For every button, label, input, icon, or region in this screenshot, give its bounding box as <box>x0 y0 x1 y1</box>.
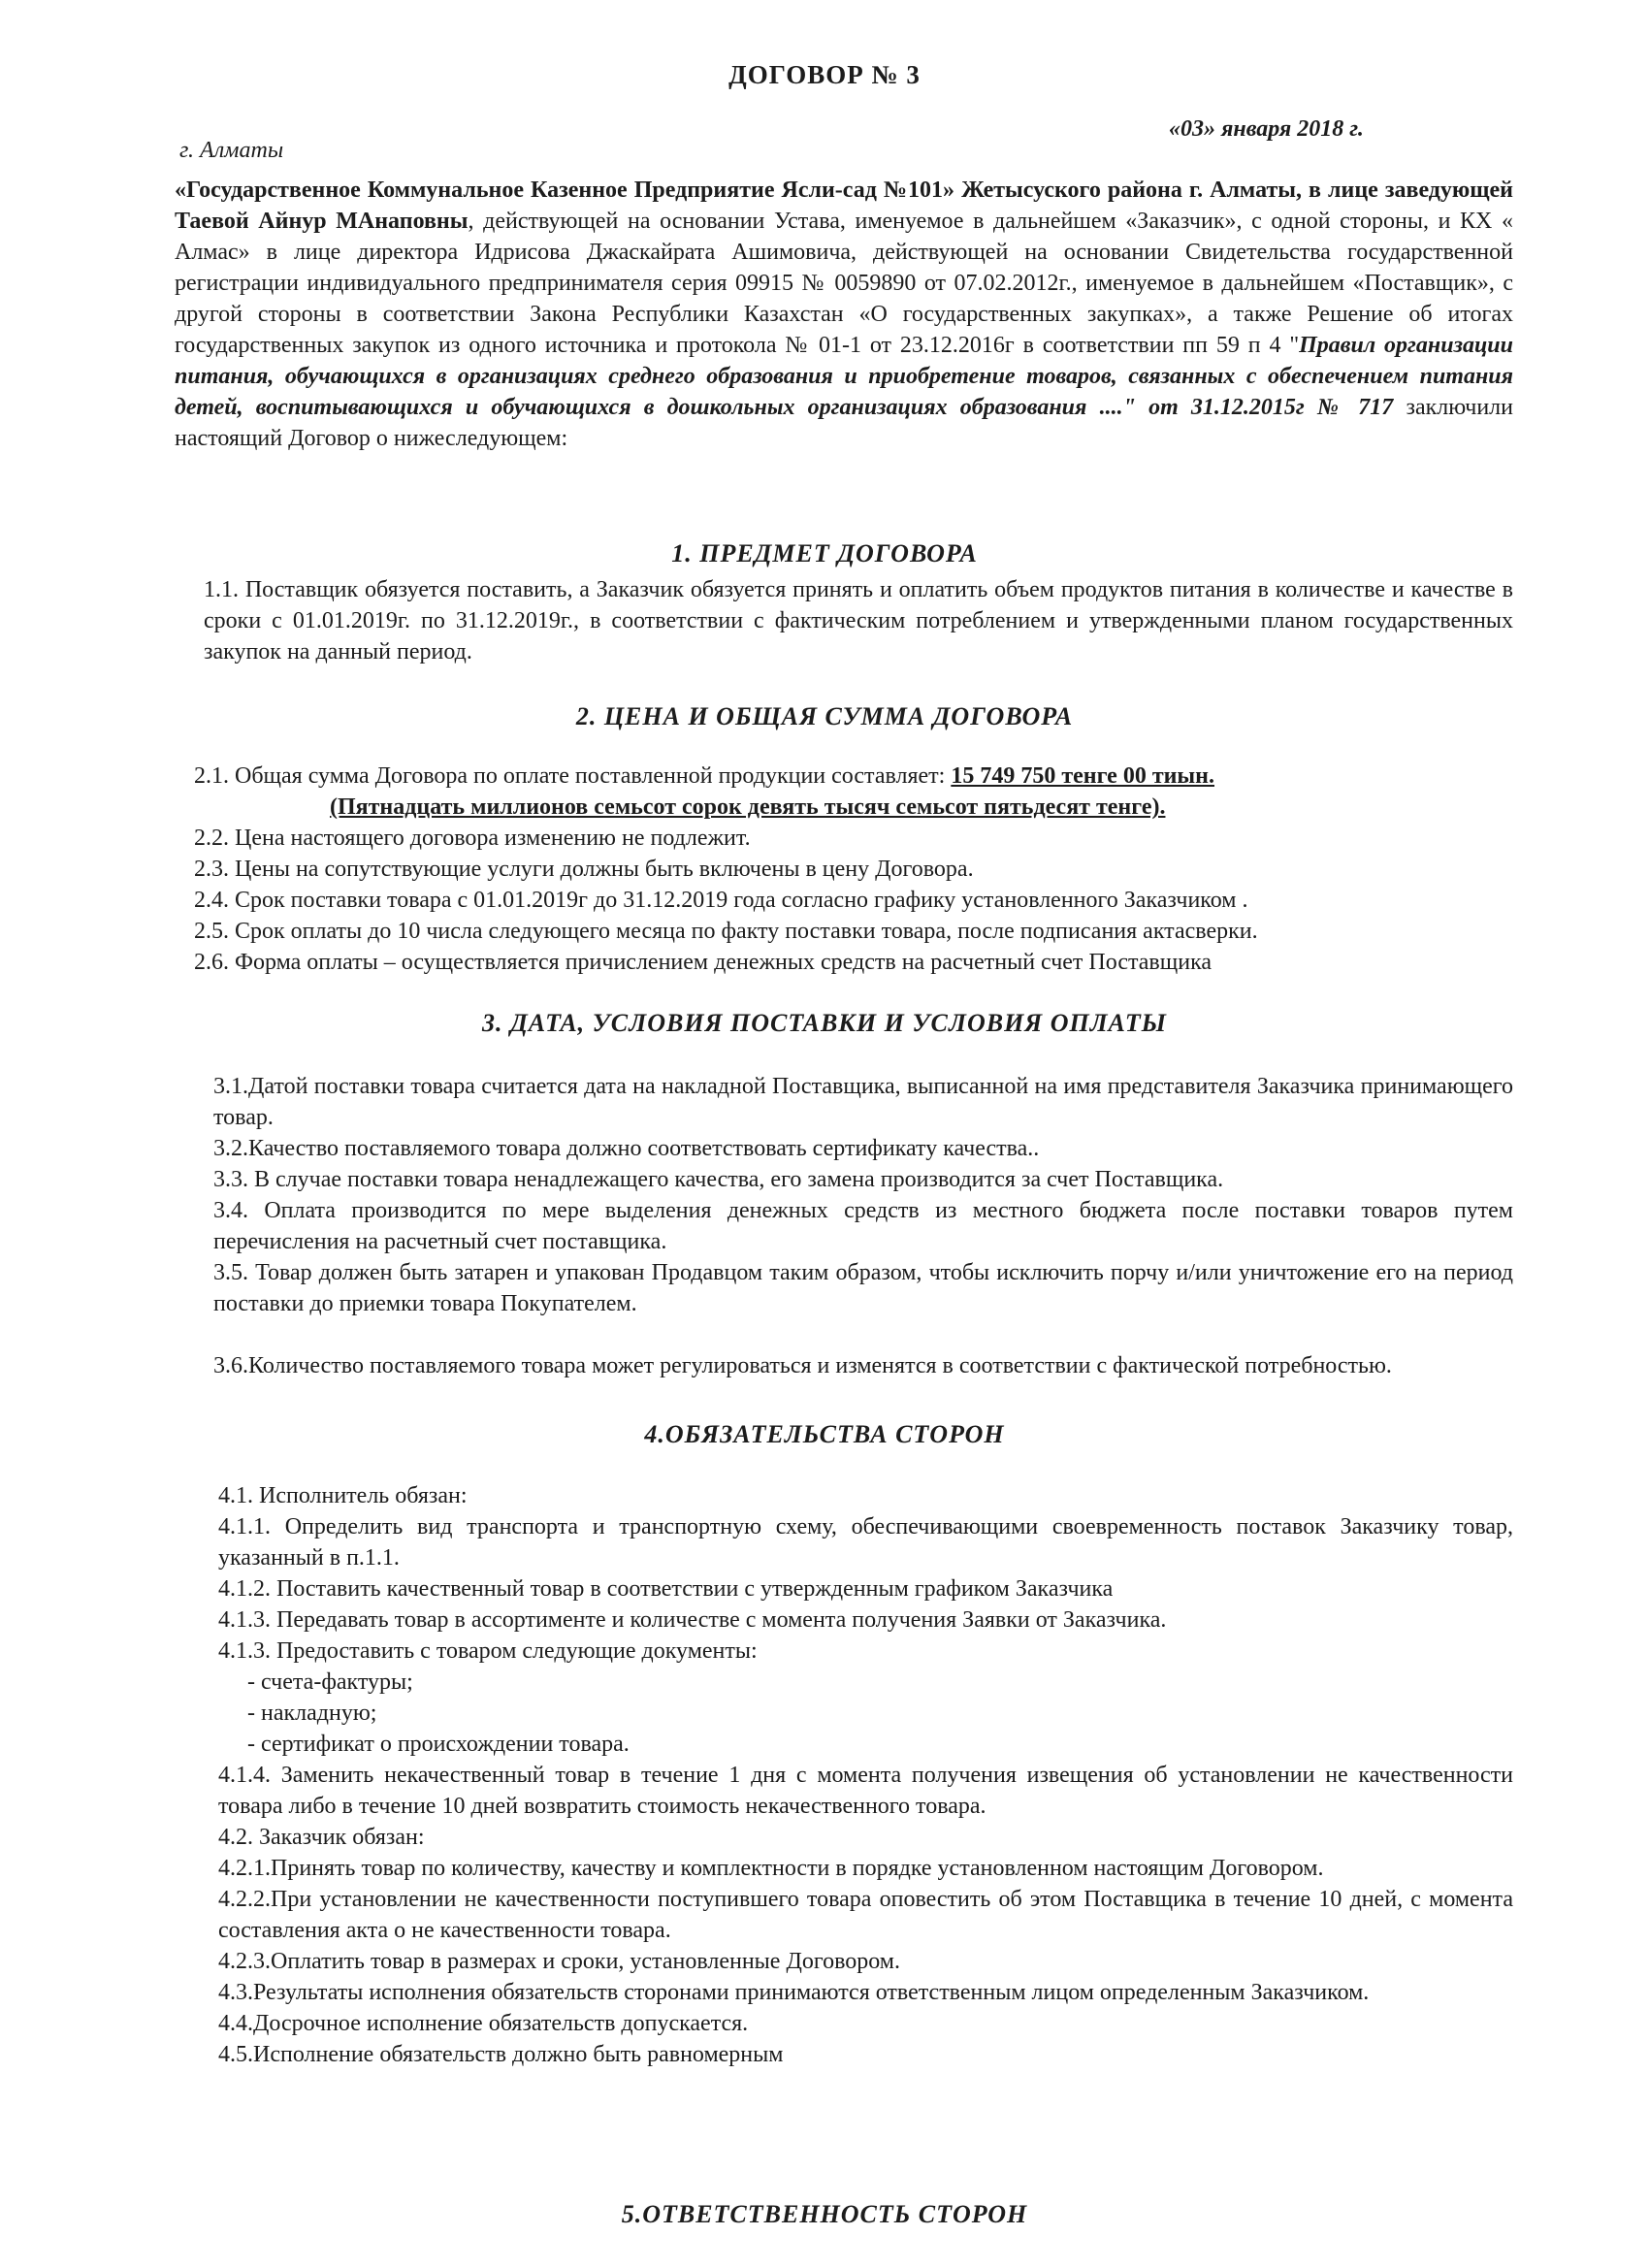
clause-3-2: 3.2.Качество поставляемого товара должно соответствовать сертификату качества.. <box>213 1136 1040 1161</box>
section-2-heading: 2. ЦЕНА И ОБЩАЯ СУММА ДОГОВОРА <box>575 702 1074 730</box>
section-2-body <box>194 761 1513 978</box>
clause-2-1 <box>194 761 1513 823</box>
section-4-body <box>218 1480 1513 2070</box>
clause-4-3: 4.3.Результаты исполнения обязательств сторонами принимаются ответственным лицом определенным Заказчиком. <box>218 1980 1370 2005</box>
clause-2-5: 2.5. Срок оплаты до 10 числа следующего месяца по факту поставки товара, после подписания актасверки. <box>194 919 1258 944</box>
section-4-heading: 4.ОБЯЗАТЕЛЬСТВА СТОРОН <box>644 1420 1005 1448</box>
intro-paragraph <box>175 175 1513 454</box>
clause-3-1: 3.1.Датой поставки товара считается дата на накладной Поставщика, выписанной на имя представителя Заказчика принимающего товар. <box>213 1074 1513 1130</box>
clause-3-5: 3.5. Товар должен быть затарен и упакован Продавцом таким образом, чтобы исключить порчу и/или уничтожение его на период поставки до приемки товара Покупателем. <box>213 1260 1513 1316</box>
section-1-body <box>175 574 1513 667</box>
clause-4-1-1: 4.1.1. Определить вид транспорта и транспортную схему, обеспечивающими своевременность поставок Заказчику товар, указанный в п.1.1. <box>218 1514 1513 1571</box>
clause-2-2: 2.2. Цена настоящего договора изменению не подлежит. <box>194 826 751 851</box>
clause-2-3: 2.3. Цены на сопутствующие услуги должны быть включены в цену Договора. <box>194 857 974 882</box>
clause-3-3: 3.3. В случае поставки товара ненадлежащего качества, его замена производится за счет Поставщика. <box>213 1167 1224 1192</box>
intro-rule: Правил организации питания, обучающихся в организациях среднего образования и приобретение товаров, связанных с обеспечением питания детей, воспитывающихся и обучающихся в дошкольных организациях образования ...." от 31.12.2015г № 717 <box>175 333 1513 420</box>
clause-1-1: 1.1. Поставщик обязуется поставить, а Заказчик обязуется принять и оплатить объем продуктов питания в количестве и качестве в сроки с 01.01.2019г. по 31.12.2019г., в соответствии с фактическим потреблением и утвержденными планом государственных закупок на данный период. <box>204 577 1513 664</box>
clause-4-2-3: 4.2.3.Оплатить товар в размерах и сроки, установленные Договором. <box>218 1949 900 1974</box>
clause-4-1: 4.1. Исполнитель обязан: <box>218 1483 468 1508</box>
document-title: ДОГОВОР № 3 <box>728 60 921 89</box>
document-date: «03» января 2018 г. <box>1169 116 1364 142</box>
clause-4-2-2: 4.2.2.При установлении не качественности поступившего товара оповестить об этом Поставщика в течение 10 дней, с момента составления акта о не качественности товара. <box>218 1887 1513 1943</box>
document-city: г. Алматы <box>179 138 284 163</box>
clause-4-2-1: 4.2.1.Принять товар по количеству, качеству и комплектности в порядке установленном настоящим Договором. <box>218 1856 1324 1881</box>
clause-3-4: 3.4. Оплата производится по мере выделения денежных средств из местного бюджета после поставки товаров путем перечисления на расчетный счет поставщика. <box>213 1198 1513 1254</box>
section-5-heading: 5.ОТВЕТСТВЕННОСТЬ СТОРОН <box>621 2200 1028 2228</box>
clause-4-1-3a: 4.1.3. Передавать товар в ассортименте и количестве с момента получения Заявки от Заказчика. <box>218 1607 1167 1633</box>
clause-2-4: 2.4. Срок поставки товара с 01.01.2019г до 31.12.2019 года согласно графику установленного Заказчиком . <box>194 888 1248 913</box>
intro-body: , действующей на основании Устава, именуемое в дальнейшем «Заказчик», с одной стороны, и КХ « Алмас» в лице директора Идрисова Джаскайрата Ашимовича, действующей на основании Свидетельства государственной регистрации индивидуального предпринимателя серия 09915 № 0059890 от 07.02.2012г., именуемое в дальнейшем «Поставщик», с другой стороны в соответствии Закона Республики Казахстан «О государственных закупках», а также Решение об итогах государственных закупок из одного источника и протокола № 01-1 от 23.12.2016г в соответствии пп 59 п 4 " <box>175 209 1513 358</box>
clause-4-2: 4.2. Заказчик обязан: <box>218 1825 425 1850</box>
intro-lead: «Государственное Коммунальное Казенное Предприятие Ясли-сад №101» Жетысуского района г. Алматы, в лице заведующей Таевой Айнур МАнаповны <box>175 178 1513 234</box>
doc-list-item: - сертификат о происхождении товара. <box>247 1732 630 1757</box>
contract-sum-words: (Пятнадцать миллионов семьсот сорок девять тысяч семьсот пятьдесят тенге). <box>330 794 1166 820</box>
doc-list-item: - накладную; <box>247 1701 377 1726</box>
clause-4-1-4: 4.1.4. Заменить некачественный товар в течение 1 дня с момента получения извещения об установлении не качественности товара либо в течение 10 дней возвратить стоимость некачественного товара. <box>218 1763 1513 1819</box>
clause-4-1-2: 4.1.2. Поставить качественный товар в соответствии с утвержденным графиком Заказчика <box>218 1576 1114 1602</box>
contract-sum: 15 749 750 тенге 00 тиын. <box>951 763 1214 789</box>
clause-4-5: 4.5.Исполнение обязательств должно быть равномерным <box>218 2042 784 2067</box>
section-3-heading: 3. ДАТА, УСЛОВИЯ ПОСТАВКИ И УСЛОВИЯ ОПЛАТЫ <box>481 1009 1167 1037</box>
clause-4-1-3b: 4.1.3. Предоставить с товаром следующие документы: <box>218 1638 758 1664</box>
doc-list-item: - счета-фактуры; <box>247 1669 413 1695</box>
clause-3-6: 3.6.Количество поставляемого товара может регулироваться и изменятся в соответствии с фактической потребностью. <box>213 1353 1392 1378</box>
section-3-body <box>213 1071 1513 1381</box>
section-1-heading: 1. ПРЕДМЕТ ДОГОВОРА <box>671 539 978 567</box>
clause-2-1-label: 2.1. Общая сумма Договора по оплате поставленной продукции составляет: <box>194 763 946 789</box>
clause-2-6: 2.6. Форма оплаты – осуществляется причислением денежных средств на расчетный счет Поставщика <box>194 950 1212 975</box>
intro-tail: заключили настоящий Договор о нижеследующем: <box>175 395 1513 451</box>
clause-4-4: 4.4.Досрочное исполнение обязательств допускается. <box>218 2011 749 2036</box>
